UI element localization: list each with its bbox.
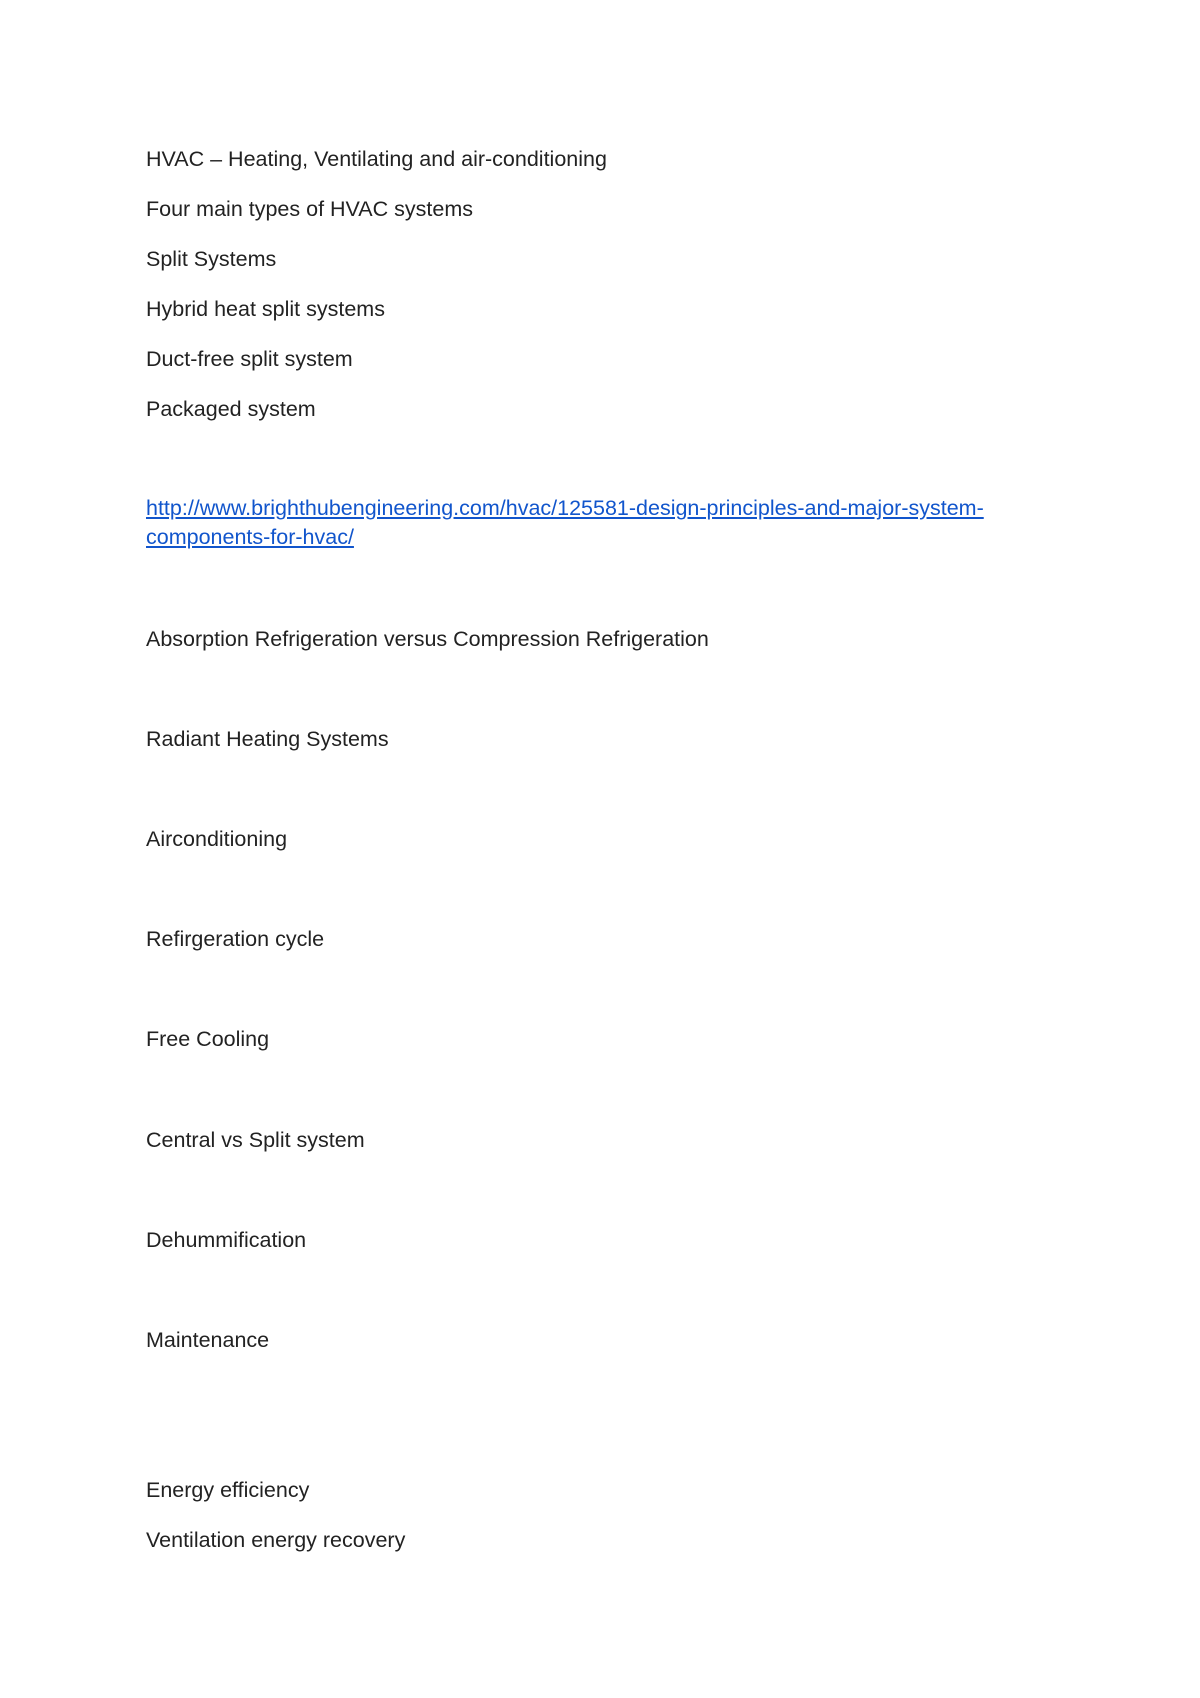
reference-link[interactable] (146, 494, 1046, 552)
doc-line-hybrid-split: Hybrid heat split systems (146, 297, 385, 321)
doc-line-hvac-types: Four main types of HVAC systems (146, 197, 473, 221)
topic-free-cooling: Free Cooling (146, 1027, 270, 1051)
topic-dehumidification: Dehummification (146, 1228, 307, 1252)
topic-energy-efficiency: Energy efficiency (146, 1478, 310, 1502)
doc-line-packaged: Packaged system (146, 397, 316, 421)
topic-radiant-heating: Radiant Heating Systems (146, 727, 389, 751)
topic-ventilation-energy-recovery: Ventilation energy recovery (146, 1528, 406, 1552)
topic-central-vs-split: Central vs Split system (146, 1128, 365, 1152)
topic-airconditioning: Airconditioning (146, 827, 288, 851)
reference-link-line-1[interactable]: http://www.brighthubengineering.com/hvac/125581-design-principles-and-major-system- (146, 496, 984, 520)
doc-line-duct-free: Duct-free split system (146, 347, 353, 371)
doc-title-line: HVAC – Heating, Ventilating and air-conditioning (146, 147, 607, 171)
topic-absorption: Absorption Refrigeration versus Compression Refrigeration (146, 627, 709, 651)
topic-refrigeration-cycle: Refirgeration cycle (146, 927, 325, 951)
topic-maintenance: Maintenance (146, 1328, 270, 1352)
reference-link-line-2[interactable]: components-for-hvac/ (146, 525, 354, 549)
doc-line-split-systems: Split Systems (146, 247, 277, 271)
